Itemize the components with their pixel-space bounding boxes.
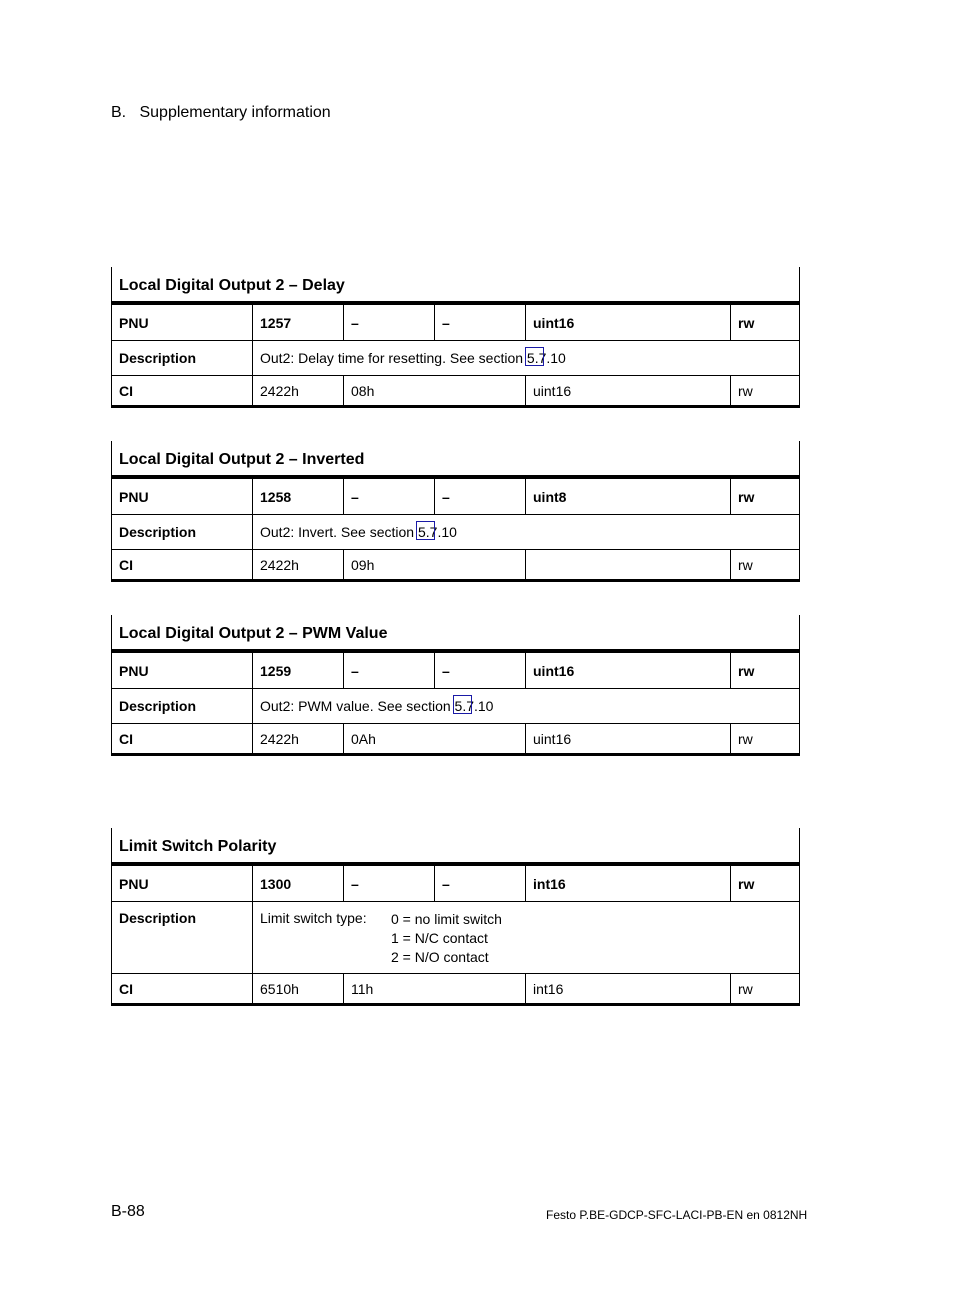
ci-type: int16 xyxy=(526,974,731,1005)
footer-document-id: Festo P.BE-GDCP-SFC-LACI-PB-EN en 0812NH xyxy=(546,1208,808,1222)
ci-subindex: 0Ah xyxy=(344,724,526,755)
ci-subindex: 09h xyxy=(344,550,526,581)
pnu-number: 1300 xyxy=(253,864,344,902)
section-link[interactable]: 5 xyxy=(417,524,426,540)
ci-type: uint16 xyxy=(526,724,731,755)
pnu-number: 1259 xyxy=(253,651,344,689)
description-label: Description xyxy=(112,689,253,724)
ci-access: rw xyxy=(731,550,800,581)
ci-label: CI xyxy=(112,550,253,581)
description-text-after: .7.10 xyxy=(425,524,457,540)
description-row xyxy=(112,689,800,724)
pnu-type: int16 xyxy=(526,864,731,902)
pnu-sub1: – xyxy=(344,477,435,515)
param-table-pwm xyxy=(111,615,800,756)
param-table-inverted xyxy=(111,441,800,582)
pnu-access: rw xyxy=(731,477,800,515)
page-number: B-88 xyxy=(111,1203,145,1220)
pnu-number: 1257 xyxy=(253,303,344,341)
ci-label: CI xyxy=(112,974,253,1005)
ci-subindex: 11h xyxy=(344,974,526,1005)
ci-access: rw xyxy=(731,974,800,1005)
pnu-label: PNU xyxy=(112,303,253,341)
table-title: Local Digital Output 2 – Delay xyxy=(112,267,800,303)
section-header xyxy=(111,104,331,122)
ci-index: 2422h xyxy=(253,550,344,581)
pnu-sub2: – xyxy=(435,477,526,515)
description-text-before: Out2: PWM value. See section xyxy=(260,698,455,714)
ci-subindex: 08h xyxy=(344,376,526,407)
description-text-after: .7.10 xyxy=(462,698,494,714)
pnu-sub2: – xyxy=(435,303,526,341)
description-text xyxy=(253,515,800,550)
pnu-type: uint8 xyxy=(526,477,731,515)
description-prefix: Limit switch type: xyxy=(260,910,367,926)
description-line: 0 = no limit switch xyxy=(391,911,502,927)
pnu-sub1: – xyxy=(344,651,435,689)
section-letter: B. xyxy=(111,104,127,121)
pnu-access: rw xyxy=(731,303,800,341)
description-label: Description xyxy=(112,341,253,376)
pnu-number: 1258 xyxy=(253,477,344,515)
ci-label: CI xyxy=(112,724,253,755)
ci-access: rw xyxy=(731,724,800,755)
description-text-after: .7.10 xyxy=(534,350,566,366)
section-title: Supplementary information xyxy=(139,104,331,121)
table-title: Local Digital Output 2 – Inverted xyxy=(112,441,800,477)
ci-index: 6510h xyxy=(253,974,344,1005)
table-title: Local Digital Output 2 – PWM Value xyxy=(112,615,800,651)
ci-type: uint16 xyxy=(526,376,731,407)
description-text xyxy=(253,902,800,974)
ci-row xyxy=(112,376,800,407)
section-link[interactable]: 5 xyxy=(526,350,535,366)
ci-access: rw xyxy=(731,376,800,407)
pnu-label: PNU xyxy=(112,477,253,515)
param-table-limit-switch xyxy=(111,828,800,1006)
description-label: Description xyxy=(112,515,253,550)
description-line: 2 = N/O contact xyxy=(391,949,489,965)
ci-type xyxy=(526,550,731,581)
description-row xyxy=(112,515,800,550)
pnu-sub2: – xyxy=(435,864,526,902)
pnu-label: PNU xyxy=(112,651,253,689)
description-label: Description xyxy=(112,902,253,974)
pnu-row xyxy=(112,477,800,515)
section-link[interactable]: 5 xyxy=(454,698,463,714)
pnu-access: rw xyxy=(731,651,800,689)
pnu-access: rw xyxy=(731,864,800,902)
pnu-label: PNU xyxy=(112,864,253,902)
description-text-before: Out2: Invert. See section xyxy=(260,524,418,540)
description-text xyxy=(253,689,800,724)
param-table-delay xyxy=(111,267,800,408)
pnu-row xyxy=(112,303,800,341)
description-text-before: Out2: Delay time for resetting. See section xyxy=(260,350,527,366)
description-line: 1 = N/C contact xyxy=(391,930,488,946)
pnu-type: uint16 xyxy=(526,651,731,689)
ci-index: 2422h xyxy=(253,376,344,407)
ci-label: CI xyxy=(112,376,253,407)
ci-index: 2422h xyxy=(253,724,344,755)
table-title: Limit Switch Polarity xyxy=(112,828,800,864)
pnu-row xyxy=(112,651,800,689)
pnu-sub2: – xyxy=(435,651,526,689)
description-row xyxy=(112,902,800,974)
description-row xyxy=(112,341,800,376)
ci-row xyxy=(112,550,800,581)
ci-row xyxy=(112,974,800,1005)
description-text xyxy=(253,341,800,376)
pnu-type: uint16 xyxy=(526,303,731,341)
pnu-row xyxy=(112,864,800,902)
pnu-sub1: – xyxy=(344,864,435,902)
pnu-sub1: – xyxy=(344,303,435,341)
ci-row xyxy=(112,724,800,755)
